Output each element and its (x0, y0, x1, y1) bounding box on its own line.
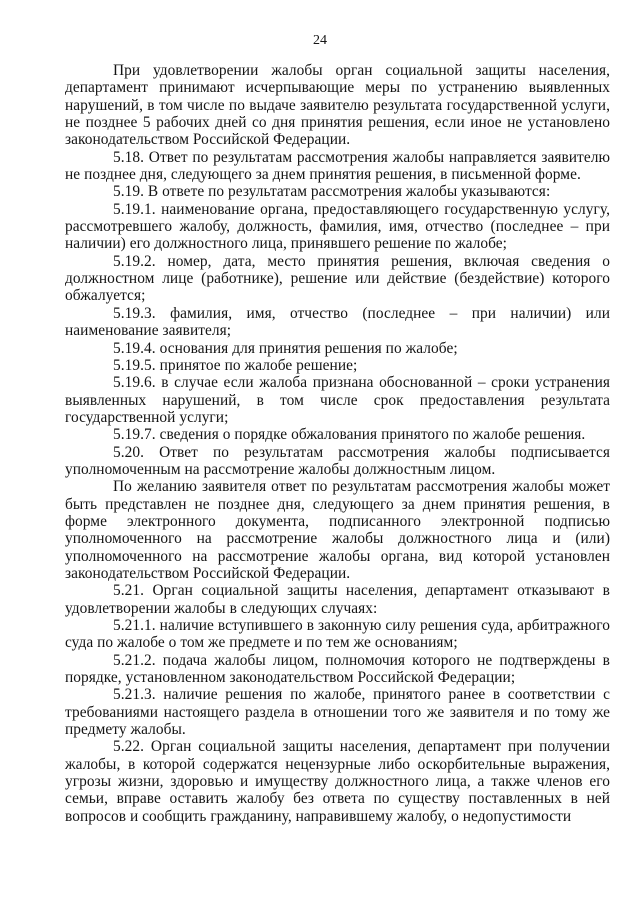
paragraph-5-21: 5.21. Орган социальной защиты населения, департамент отказывают в удовлетворении жалобы в следующих случаях: (65, 582, 610, 617)
paragraph-5-19-2: 5.19.2. номер, дата, место принятия решения, включая сведения о должностном лице (работнике), решение или действие (бездействие) которого обжалуется; (65, 252, 610, 305)
paragraph-5-20: 5.20. Ответ по результатам рассмотрения жалобы подписывается уполномоченным на рассмотрение жалобы должностным лицом. (65, 443, 610, 478)
page-number: 24 (313, 33, 327, 48)
paragraph-5-19-7: 5.19.7. сведения о порядке обжалования принятого по жалобе решения. (113, 426, 586, 444)
paragraph-5-22: 5.22. Орган социальной защиты населения, департамент при получении жалобы, в которой содержатся нецензурные либо оскорбительные выражения, угрозы жизни, здоровью и имуществу должностного лица, а также членов его семьи, вправе оставить жалобу без ответа по существу поставленных в ней вопросов и сообщить гражданину, направившему жалобу, о недопустимости (65, 738, 610, 825)
paragraph-5-19-5: 5.19.5. принятое по жалобе решение; (113, 356, 358, 374)
paragraph-5-19-6: 5.19.6. в случае если жалоба признана обоснованной – сроки устранения выявленных нарушений, в том числе срок предоставления результата государственной услуги; (65, 374, 610, 426)
paragraph-electronic-response: По желанию заявителя ответ по результатам рассмотрения жалобы может быть представлен не позднее дня, следующего за днем принятия решения, в форме электронного документа, подписанного электронной подписью уполномоченного на рассмотрение жалобы должностного лица и (или) уполномоченного на рассмотрение жалобы органа, вид которой установлен законодательством Российской Федерации. (65, 478, 610, 582)
paragraph-5-21-2: 5.21.2. подача жалобы лицом, полномочия которого не подтверждены в порядке, установленном законодательством Российской Федерации; (65, 651, 610, 687)
paragraph-5-19-4: 5.19.4. основания для принятия решения по жалобе; (113, 339, 458, 357)
paragraph-5-19-1: 5.19.1. наименование органа, предоставляющего государственную услугу, рассмотревшего жалобу, должность, фамилия, имя, отчество (последнее – при наличии) его должностного лица, принявшего решение по жалобе; (65, 200, 610, 253)
paragraph-5-21-3: 5.21.3. наличие решения по жалобе, принятого ранее в соответствии с требованиями настоящего раздела в отношении того же заявителя и по тому же предмету жалобы. (65, 686, 610, 739)
paragraph-remedy-measures: При удовлетворении жалобы орган социальной защиты населения, департамент принимают исчерпывающие меры по устранению выявленных нарушений, в том числе по выдаче заявителю результата государственной услуги, не позднее 5 рабочих дней со дня принятия решения, если иное не установлено законодательством Российской Федерации. (65, 62, 610, 149)
paragraph-5-21-1: 5.21.1. наличие вступившего в законную силу решения суда, арбитражного суда по жалобе о том же предмете и по тем же основаниям; (65, 617, 610, 652)
paragraph-5-19: 5.19. В ответе по результатам рассмотрения жалобы указываются: (113, 183, 551, 201)
paragraph-5-18: 5.18. Ответ по результатам рассмотрения жалобы направляется заявителю не позднее дня, следующего за днем принятия решения, в письменной форме. (65, 148, 610, 184)
document-body (65, 62, 610, 825)
paragraph-5-19-3: 5.19.3. фамилия, имя, отчество (последнее – при наличии) или наименование заявителя; (65, 304, 610, 340)
